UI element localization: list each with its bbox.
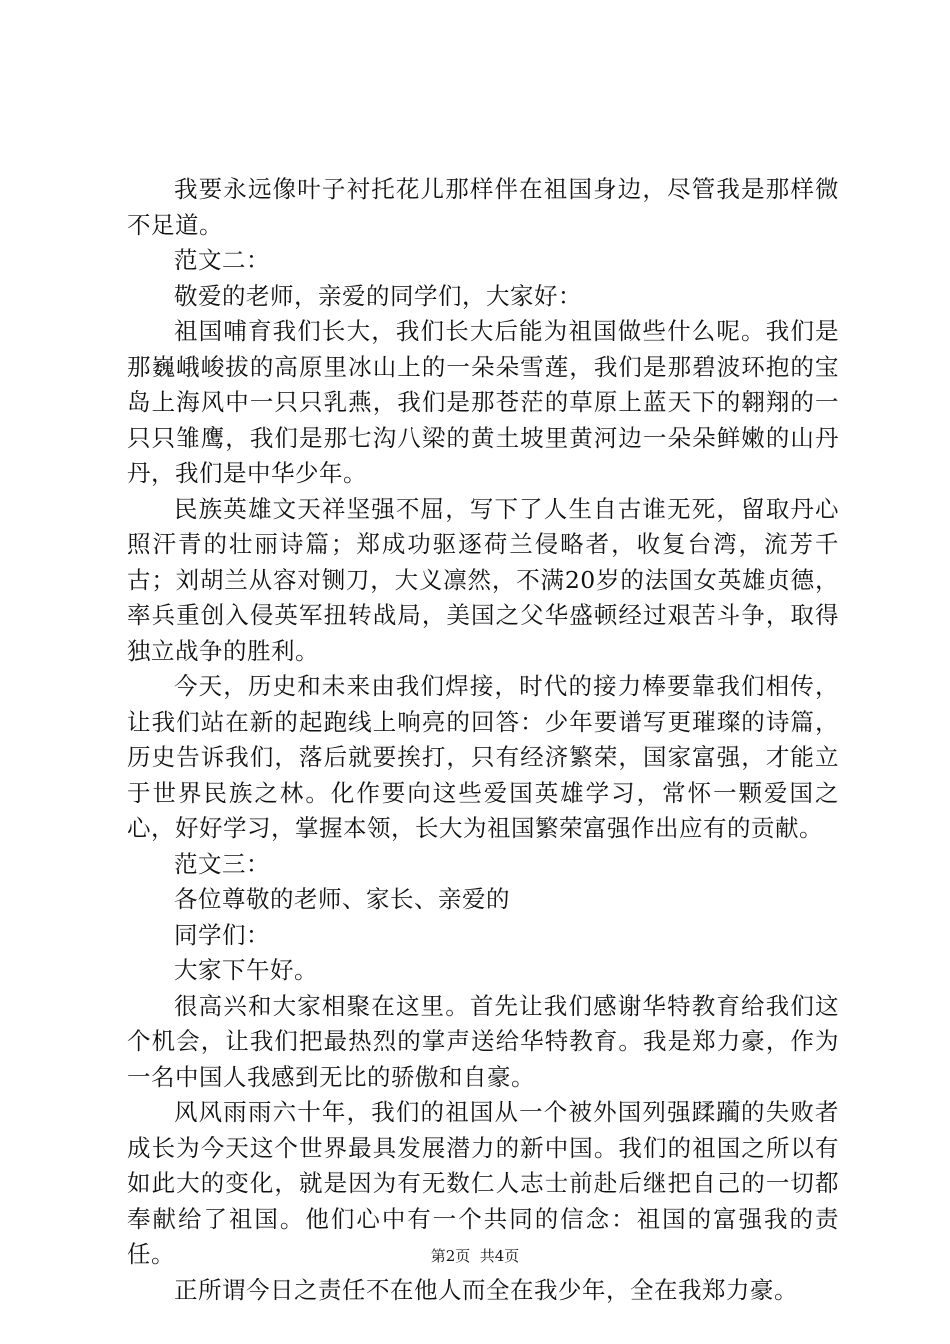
- paragraph: 民族英雄文天祥坚强不屈，写下了人生自古谁无死，留取丹心照汗青的壮丽诗篇；郑成功驱逐荷兰侵略者，收复台湾，流芳千古；刘胡兰从容对铡刀，大义凛然，不满20岁的法国女英雄贞德，率兵重创入侵英军扭转战局，美国之父华盛顿经过艰苦斗争，取得独立战争的胜利。: [127, 494, 839, 665]
- paragraph: 今天，历史和未来由我们焊接，时代的接力棒要靠我们相传，让我们站在新的起跑线上响亮的回答：少年要谱写更璀璨的诗篇，历史告诉我们，落后就要挨打，只有经济繁荣，国家富强，才能立于世界民族之林。化作要向这些爱国英雄学习，常怀一颗爱国之心，好好学习，掌握本领，长大为祖国繁荣富强作出应有的贡献。: [127, 672, 839, 842]
- page-footer: 第2页 共4页: [430, 1247, 520, 1265]
- paragraph: 祖国哺育我们长大，我们长大后能为祖国做些什么呢。我们是那巍峨峻拔的高原里冰山上的一朵朵雪莲，我们是那碧波环抱的宝岛上海风中一只只乳燕，我们是那苍茫的草原上蓝天下的翱翔的一只只雏鹰，我们是那七沟八梁的黄土坡里黄河边一朵朵鲜嫩的山丹丹，我们是中华少年。: [127, 317, 839, 487]
- greeting: 大家下午好。: [174, 956, 318, 984]
- section-heading: 范文三：: [174, 849, 270, 878]
- paragraph: 正所谓今日之责任不在他人而全在我少年，全在我郑力豪。: [174, 1275, 798, 1304]
- salutation: 各位尊敬的老师、家长、亲爱的: [174, 885, 510, 913]
- salutation: 敬爱的老师，亲爱的同学们，大家好：: [174, 281, 582, 310]
- salutation: 同学们：: [174, 920, 270, 949]
- section-heading: 范文二：: [174, 246, 270, 274]
- paragraph: 很高兴和大家相聚在这里。首先让我们感谢华特教育给我们这个机会，让我们把最热烈的掌声送给华特教育。我是郑力豪，作为一名中国人我感到无比的骄傲和自豪。: [127, 991, 839, 1091]
- paragraph: 风风雨雨六十年，我们的祖国从一个被外国列强蹂躏的失败者成长为今天这个世界最具发展潜力的新中国。我们的祖国之所以有如此大的变化，就是因为有无数仁人志士前赴后继把自己的一切都奉献给了祖国。他们心中有一个共同的信念：祖国的富强我的责任。: [127, 1098, 839, 1268]
- document-body: [127, 172, 839, 1308]
- paragraph: 我要永远像叶子衬托花儿那样伴在祖国身边，尽管我是那样微不足道。: [127, 175, 839, 239]
